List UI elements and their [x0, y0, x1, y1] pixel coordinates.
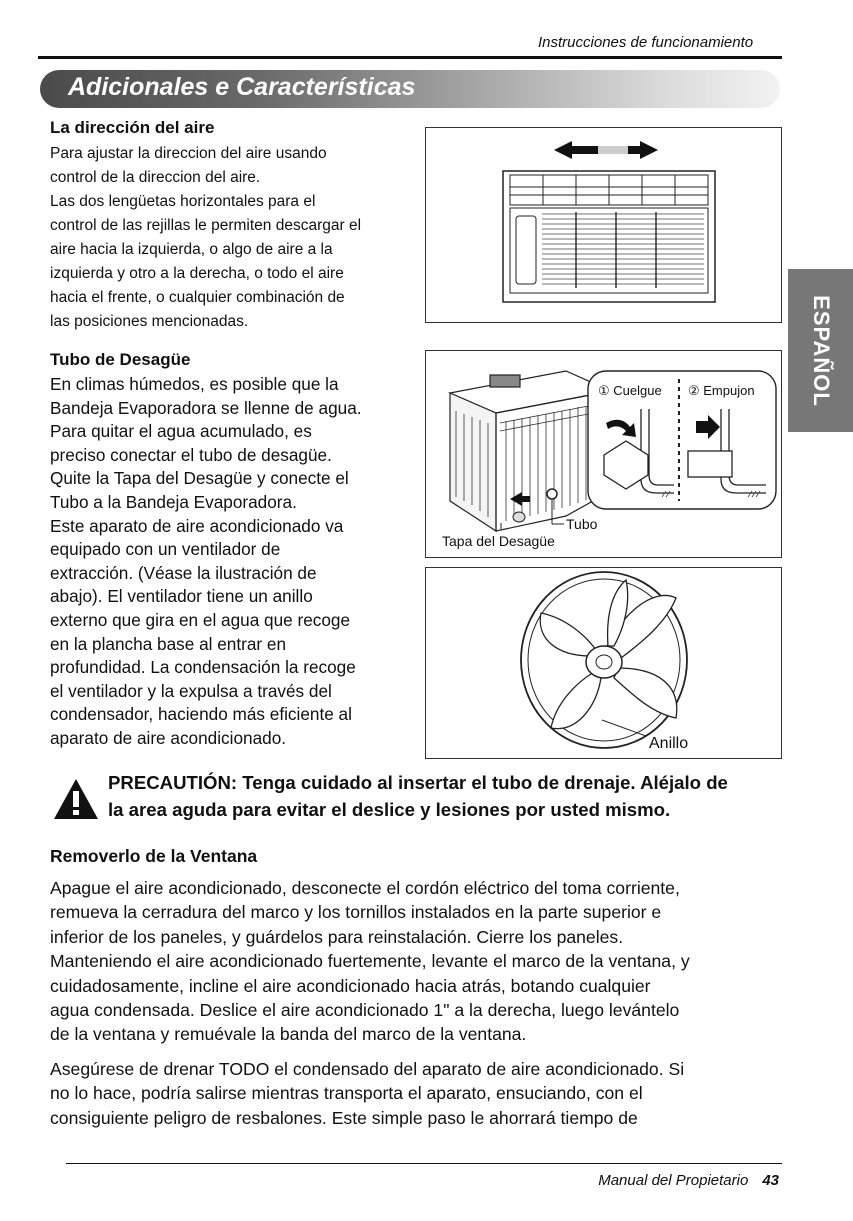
text-line: cuidadosamente, incline el aire acondicionado hacia atrás, botando cualquier: [50, 975, 651, 996]
text-line: hacia el frente, o cualquier combinación de: [50, 289, 345, 306]
text-line: Manteniendo el aire acondicionado fuertemente, levante el marco de la ventana, y: [50, 951, 690, 972]
text-line: Quite la Tapa del Desagüe y conecte el: [50, 468, 349, 489]
header-rule: [38, 56, 782, 59]
text-line: de la ventana y remuévale la banda del marco de la ventana.: [50, 1024, 527, 1045]
text-line: condensador, haciendo más eficiente al: [50, 704, 352, 725]
language-tab-label: ESPAÑOL: [808, 294, 834, 407]
text-line: Bandeja Evaporadora se llenne de agua.: [50, 397, 362, 418]
step2-label: ② Empujon: [688, 383, 755, 398]
text-line: extracción. (Véase la ilustración de: [50, 562, 317, 583]
insert-arrow-icon: [510, 492, 530, 506]
caution-line: PRECAUTIÓN: Tenga cuidado al insertar el tubo de drenaje. Aléjalo de: [108, 772, 728, 793]
text-line: externo que gira en el agua que recoge: [50, 609, 351, 630]
text-line: Las dos lengüetas horizontales para el: [50, 193, 316, 210]
fan-figure: [425, 567, 782, 759]
text-line: En climas húmedos, es posible que la: [50, 374, 339, 394]
removal-paragraph-1: [50, 876, 785, 1047]
header-section-label: Instrucciones de funcionamiento: [538, 34, 754, 51]
step1-label: ① Cuelgue: [598, 383, 662, 398]
text-line: aparato de aire acondicionado.: [50, 727, 287, 748]
text-line: el ventilador y la expulsa a través del: [50, 680, 332, 701]
drain-cap-label: Tapa del Desagüe: [442, 533, 555, 549]
text-line: agua condensada. Deslice el aire acondicionado 1" a la derecha, luego levántelo: [50, 1000, 680, 1021]
manual-title: Manual del Propietario: [598, 1172, 749, 1189]
air-direction-title: La dirección del aire: [50, 118, 215, 137]
text-line: aire hacia la izquierda, o algo de aire a la: [50, 241, 333, 258]
air-unit-figure: [425, 127, 782, 323]
warning-icon: [52, 777, 100, 821]
caution-line: la area aguda para evitar el deslice y lesiones por usted mismo.: [108, 799, 671, 820]
text-line: control de la direccion del aire.: [50, 169, 261, 186]
direction-arrow-icon: [554, 141, 658, 159]
ring-label: Anillo: [649, 735, 689, 752]
text-line: no lo hace, podría salirse mientras transporta el aparato, ensuciando, con el: [50, 1083, 643, 1104]
footer: [598, 1172, 779, 1189]
page-number: 43: [762, 1172, 779, 1189]
removal-paragraph-2: [50, 1057, 785, 1130]
text-line: izquierda y otro a la derecha, o todo el aire: [50, 265, 344, 282]
text-line: profundidad. La condensación la recoge: [50, 657, 356, 678]
text-line: Tubo a la Bandeja Evaporadora.: [50, 491, 297, 512]
tube-label: Tubo: [566, 516, 598, 532]
text-line: Para ajustar la direccion del aire usando: [50, 145, 327, 162]
text-line: Este aparato de aire acondicionado va: [50, 515, 344, 536]
text-line: consiguiente peligro de resbalones. Este simple paso le ahorrará tiempo de: [50, 1107, 638, 1128]
text-line: abajo). El ventilador tiene un anillo: [50, 586, 313, 607]
section-banner: [40, 70, 780, 108]
banner-title: Adicionales e Características: [68, 73, 416, 101]
drain-figure: [425, 350, 782, 558]
text-line: control de las rejillas le permiten descargar el: [50, 217, 362, 234]
text-line: preciso conectar el tubo de desagüe.: [50, 444, 332, 465]
text-line: Para quitar el agua acumulado, es: [50, 421, 312, 442]
text-line: Apague el aire acondicionado, desconecte el cordón eléctrico del toma corriente,: [50, 878, 680, 898]
text-line: inferior de los paneles, y guárdelos para reinstalación. Cierre los paneles.: [50, 926, 624, 947]
text-line: remueva la cerradura del marco y los tornillos instalados en la parte superior e: [50, 902, 662, 923]
text-line: Asegúrese de drenar TODO el condensado del aparato de aire acondicionado. Si: [50, 1059, 685, 1079]
removal-title: Removerlo de la Ventana: [50, 846, 258, 866]
text-line: en la plancha base al entrar en: [50, 633, 287, 654]
text-line: las posiciones mencionadas.: [50, 313, 249, 330]
caution-text: [108, 769, 788, 823]
air-direction-text: [50, 142, 420, 334]
drain-title: Tubo de Desagüe: [50, 350, 191, 369]
language-tab: [788, 269, 853, 432]
drain-text: [50, 373, 420, 751]
text-line: equipado con un ventilador de: [50, 539, 281, 560]
footer-rule: [66, 1163, 782, 1164]
